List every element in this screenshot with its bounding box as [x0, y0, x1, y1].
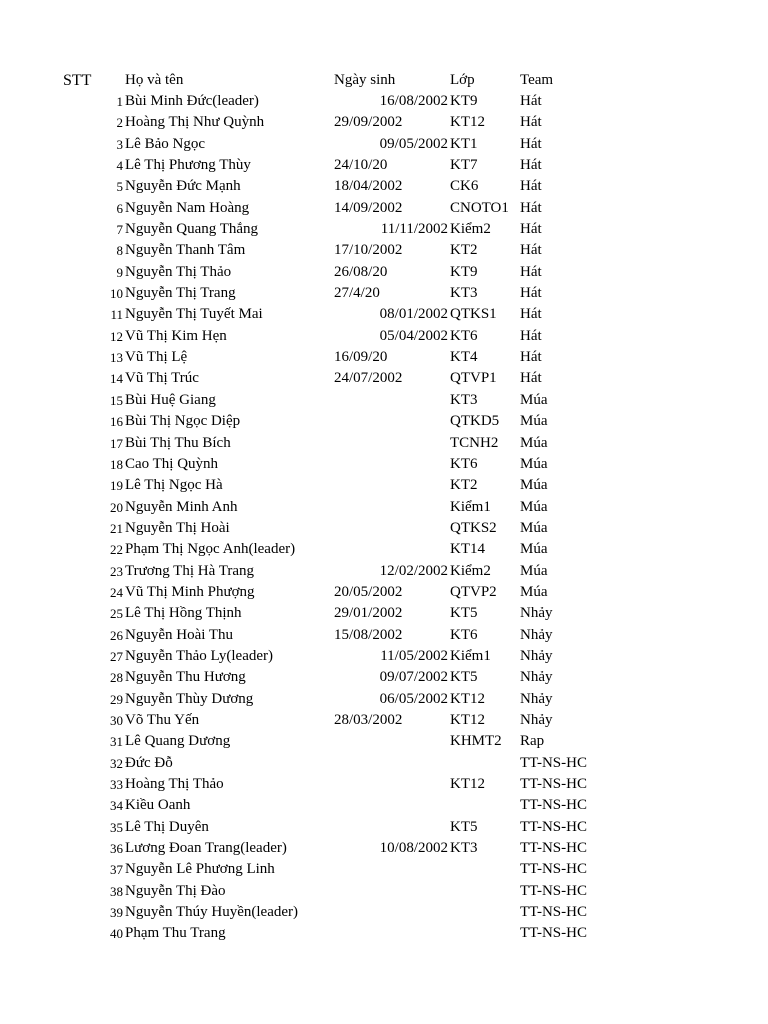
- table-row: [0, 283, 768, 304]
- table-row: [0, 433, 768, 454]
- table-row: [0, 134, 768, 155]
- row-name: Lê Thị Duyên: [125, 818, 209, 835]
- row-class: KT6: [450, 327, 478, 344]
- table-row: [0, 347, 768, 368]
- header-dob: Ngày sinh: [334, 72, 396, 88]
- row-name: Nguyễn Đức Mạnh: [125, 178, 241, 195]
- row-class: KT2: [450, 477, 478, 494]
- row-name: Vũ Thị Trúc: [125, 370, 199, 387]
- row-stt: 10: [110, 286, 123, 302]
- row-dob: [334, 433, 448, 454]
- row-name: Bùi Huệ Giang: [125, 391, 216, 408]
- row-stt: 20: [110, 499, 123, 515]
- table-row: [0, 710, 768, 731]
- row-stt: 12: [110, 328, 123, 344]
- row-dob: [334, 902, 448, 923]
- table-row: [0, 561, 768, 582]
- row-name: Phạm Thu Trang: [125, 925, 226, 942]
- row-stt: 35: [110, 819, 123, 835]
- row-team: Hát: [520, 93, 542, 109]
- table-row: [0, 667, 768, 688]
- header-stt: STT: [63, 72, 92, 89]
- row-dob: 26/08/20: [334, 263, 388, 280]
- row-stt: 15: [110, 392, 123, 408]
- row-class: CK6: [450, 178, 479, 195]
- row-team: TT-NS-HC: [520, 861, 587, 878]
- row-dob: 09/07/2002: [379, 669, 448, 686]
- row-stt: 14: [110, 371, 123, 387]
- row-stt: 21: [110, 520, 123, 536]
- row-name: Nguyễn Quang Thắng: [125, 221, 259, 238]
- row-dob: 29/01/2002: [334, 605, 403, 622]
- row-name: Bùi Minh Đức(leader): [125, 93, 259, 109]
- row-dob: [334, 411, 448, 432]
- row-name: Vũ Thị Kim Hẹn: [125, 327, 227, 344]
- row-dob: [334, 881, 448, 902]
- table-header-row: [0, 70, 768, 91]
- table-row: [0, 817, 768, 838]
- row-stt: 9: [116, 264, 123, 280]
- row-stt: 23: [110, 563, 123, 579]
- row-stt: 32: [110, 755, 123, 771]
- row-dob: 08/01/2002: [379, 306, 448, 323]
- row-team: Nhảy: [520, 626, 553, 643]
- row-stt: 11: [110, 307, 123, 323]
- row-dob: [334, 774, 448, 795]
- row-team: Hát: [520, 221, 542, 238]
- row-stt: 4: [116, 158, 123, 174]
- row-dob: 27/4/20: [334, 285, 380, 302]
- row-team: Nhảy: [520, 647, 553, 664]
- row-dob: [334, 817, 448, 838]
- table-row: [0, 262, 768, 283]
- row-dob: 09/05/2002: [379, 135, 448, 152]
- row-team: Múa: [520, 413, 548, 430]
- row-stt: 16: [110, 414, 123, 430]
- table-row: [0, 689, 768, 710]
- row-name: Lê Bảo Ngọc: [125, 135, 205, 152]
- table-row: [0, 923, 768, 944]
- row-name: Lương Đoan Trang(leader): [125, 840, 287, 857]
- row-dob: 11/11/2002: [380, 221, 448, 238]
- row-dob: 24/07/2002: [334, 370, 403, 387]
- row-stt: 17: [110, 435, 123, 451]
- row-dob: 14/09/2002: [334, 199, 403, 216]
- row-dob: 18/04/2002: [334, 178, 403, 195]
- table-row: [0, 603, 768, 624]
- table-row: [0, 155, 768, 176]
- row-dob: 17/10/2002: [334, 242, 403, 259]
- row-class: KT12: [450, 690, 485, 707]
- row-class: KT12: [450, 776, 485, 792]
- row-team: Hát: [520, 114, 542, 131]
- row-team: Hát: [520, 135, 542, 152]
- row-team: Hát: [520, 242, 542, 259]
- row-team: Múa: [520, 391, 548, 408]
- table-row: [0, 753, 768, 774]
- row-stt: 40: [110, 926, 123, 942]
- row-dob: 16/08/2002: [379, 93, 448, 109]
- table-row: [0, 731, 768, 752]
- row-dob: [334, 475, 448, 496]
- row-stt: 6: [116, 200, 123, 216]
- row-team: Múa: [520, 455, 548, 472]
- row-team: Múa: [520, 434, 548, 451]
- row-class: KT3: [450, 391, 478, 408]
- row-stt: 2: [116, 115, 123, 131]
- row-stt: 5: [116, 179, 123, 195]
- row-team: TT-NS-HC: [520, 882, 587, 899]
- table-row: [0, 497, 768, 518]
- row-dob: 29/09/2002: [334, 114, 403, 131]
- row-class: QTKS1: [450, 306, 497, 323]
- row-dob: 16/09/20: [334, 349, 388, 366]
- row-team: Múa: [520, 498, 548, 515]
- table-row: [0, 368, 768, 389]
- row-dob: 12/02/2002: [379, 562, 448, 579]
- row-team: TT-NS-HC: [520, 925, 587, 942]
- row-dob: 28/03/2002: [334, 711, 403, 728]
- row-class: KT14: [450, 541, 485, 558]
- row-team: Hát: [520, 370, 542, 387]
- header-team: Team: [520, 72, 554, 88]
- row-class: KT9: [450, 93, 478, 109]
- table-row: [0, 326, 768, 347]
- row-stt: 38: [110, 883, 123, 899]
- row-team: Nhảy: [520, 605, 553, 622]
- row-class: Kiểm2: [450, 221, 491, 238]
- row-name: Nguyễn Nam Hoàng: [125, 199, 250, 216]
- table-row: [0, 774, 768, 795]
- table-row: [0, 411, 768, 432]
- row-class: KHMT2: [450, 733, 502, 750]
- row-team: Nhảy: [520, 711, 553, 728]
- row-class: Kiểm1: [450, 647, 491, 664]
- table-row: [0, 518, 768, 539]
- row-class: KT4: [450, 349, 478, 366]
- row-stt: 13: [110, 350, 123, 366]
- row-class: Kiểm2: [450, 562, 491, 579]
- row-team: Hát: [520, 157, 542, 174]
- row-stt: 28: [110, 670, 123, 686]
- row-dob: 06/05/2002: [379, 690, 448, 707]
- row-name: Trương Thị Hà Trang: [125, 562, 255, 579]
- row-class: QTVP2: [450, 583, 497, 600]
- row-name: Nguyễn Minh Anh: [125, 498, 238, 515]
- row-name: Bùi Thị Ngọc Diệp: [125, 413, 241, 430]
- row-name: Võ Thu Yến: [125, 711, 200, 728]
- row-class: KT3: [450, 840, 478, 857]
- row-team: TT-NS-HC: [520, 754, 587, 771]
- row-team: Nhảy: [520, 690, 553, 707]
- table-row: [0, 219, 768, 240]
- row-dob: [334, 795, 448, 816]
- table-row: [0, 390, 768, 411]
- row-team: Hát: [520, 178, 542, 195]
- header-name: Họ và tên: [125, 72, 184, 88]
- row-class: TCNH2: [450, 434, 499, 451]
- row-class: KT6: [450, 455, 478, 472]
- row-stt: 18: [110, 456, 123, 472]
- row-team: TT-NS-HC: [520, 904, 587, 921]
- row-stt: 37: [110, 862, 123, 878]
- table-row: [0, 304, 768, 325]
- table-row: [0, 475, 768, 496]
- row-dob: [334, 390, 448, 411]
- table-row: [0, 838, 768, 859]
- row-team: TT-NS-HC: [520, 776, 587, 792]
- row-team: Rap: [520, 733, 545, 750]
- row-stt: 27: [110, 648, 123, 664]
- table-row: [0, 198, 768, 219]
- table-row: [0, 881, 768, 902]
- row-name: Nguyễn Thanh Tâm: [125, 242, 246, 259]
- row-dob: 15/08/2002: [334, 626, 403, 643]
- row-stt: 8: [116, 243, 123, 259]
- row-team: TT-NS-HC: [520, 818, 587, 835]
- row-stt: 26: [110, 627, 123, 643]
- row-team: Hát: [520, 349, 542, 366]
- row-stt: 36: [110, 841, 123, 857]
- row-name: Nguyễn Thúy Huyền(leader): [125, 904, 298, 921]
- row-dob: [334, 497, 448, 518]
- row-team: Múa: [520, 583, 548, 600]
- row-class: KT3: [450, 285, 478, 302]
- row-class: QTVP1: [450, 370, 497, 387]
- row-name: Nguyễn Hoài Thu: [125, 626, 234, 643]
- row-dob: 05/04/2002: [379, 327, 448, 344]
- row-class: KT9: [450, 263, 478, 280]
- row-name: Lê Quang Dương: [125, 733, 231, 750]
- row-name: Lê Thị Hồng Thịnh: [125, 605, 242, 622]
- row-dob: 20/05/2002: [334, 583, 403, 600]
- row-dob: 11/05/2002: [380, 647, 448, 664]
- table-row: [0, 91, 768, 112]
- row-dob: [334, 753, 448, 774]
- row-team: Hát: [520, 327, 542, 344]
- row-name: Kiều Oanh: [125, 797, 191, 814]
- row-dob: [334, 518, 448, 539]
- row-stt: 34: [110, 798, 123, 814]
- row-name: Nguyễn Thu Hương: [125, 669, 246, 686]
- row-team: Múa: [520, 541, 548, 558]
- row-team: TT-NS-HC: [520, 840, 587, 857]
- row-stt: 29: [110, 691, 123, 707]
- row-name: Đức Đỗ: [125, 754, 173, 771]
- row-team: TT-NS-HC: [520, 797, 587, 814]
- row-class: KT12: [450, 711, 485, 728]
- row-team: Hát: [520, 285, 542, 302]
- table-row: [0, 112, 768, 133]
- row-team: Múa: [520, 519, 548, 536]
- row-team: Múa: [520, 477, 548, 494]
- row-name: Lê Thị Phương Thùy: [125, 157, 251, 174]
- row-class: KT5: [450, 818, 478, 835]
- row-class: KT2: [450, 242, 478, 259]
- table-row: [0, 176, 768, 197]
- row-class: Kiểm1: [450, 498, 491, 515]
- row-class: KT1: [450, 135, 478, 152]
- table-row: [0, 646, 768, 667]
- row-name: Phạm Thị Ngọc Anh(leader): [125, 541, 296, 558]
- row-stt: 33: [110, 777, 123, 792]
- table-row: [0, 859, 768, 880]
- row-name: Nguyễn Thị Trang: [125, 285, 236, 302]
- row-team: Múa: [520, 562, 548, 579]
- row-stt: 31: [110, 734, 123, 750]
- table-row: [0, 625, 768, 646]
- row-dob: 24/10/20: [334, 157, 388, 174]
- row-class: KT7: [450, 157, 478, 174]
- row-dob: [334, 923, 448, 944]
- row-class: KT5: [450, 669, 478, 686]
- row-team: Hát: [520, 199, 542, 216]
- row-name: Nguyễn Thị Tuyết Mai: [125, 306, 263, 323]
- row-dob: [334, 454, 448, 475]
- row-name: Hoàng Thị Thảo: [125, 776, 224, 792]
- table-row: [0, 454, 768, 475]
- row-class: CNOTO1: [450, 199, 509, 216]
- table-row: [0, 795, 768, 816]
- row-name: Nguyễn Thùy Dương: [125, 690, 254, 707]
- row-team: Nhảy: [520, 669, 553, 686]
- row-name: Nguyễn Thị Hoài: [125, 519, 230, 536]
- row-name: Bùi Thị Thu Bích: [125, 434, 231, 451]
- row-dob: [334, 539, 448, 560]
- row-name: Nguyễn Lê Phương Linh: [125, 861, 275, 878]
- row-class: QTKS2: [450, 519, 497, 536]
- row-stt: 39: [110, 905, 123, 921]
- row-name: Nguyễn Thảo Ly(leader): [125, 647, 274, 664]
- table-row: [0, 902, 768, 923]
- row-stt: 3: [116, 136, 123, 152]
- row-name: Nguyễn Thị Đào: [125, 882, 226, 899]
- row-name: Hoàng Thị Như Quỳnh: [125, 114, 265, 131]
- row-team: Hát: [520, 306, 542, 323]
- table-row: [0, 582, 768, 603]
- row-name: Nguyễn Thị Thảo: [125, 263, 232, 280]
- row-stt: 1: [116, 94, 123, 109]
- header-class: Lớp: [450, 72, 475, 88]
- row-dob: 10/08/2002: [379, 840, 448, 857]
- table-body: [0, 91, 768, 945]
- row-team: Hát: [520, 263, 542, 280]
- row-class: KT12: [450, 114, 485, 131]
- row-name: Cao Thị Quỳnh: [125, 455, 219, 472]
- row-stt: 19: [110, 478, 123, 494]
- row-stt: 7: [116, 222, 123, 238]
- row-name: Vũ Thị Minh Phượng: [125, 583, 255, 600]
- row-class: KT6: [450, 626, 478, 643]
- row-stt: 30: [110, 712, 123, 728]
- row-class: QTKD5: [450, 413, 500, 430]
- row-dob: [334, 859, 448, 880]
- table-row: [0, 240, 768, 261]
- row-name: Vũ Thị Lệ: [125, 349, 188, 366]
- row-stt: 25: [110, 606, 123, 622]
- row-stt: 22: [110, 542, 123, 558]
- row-name: Lê Thị Ngọc Hà: [125, 477, 223, 494]
- table-row: [0, 539, 768, 560]
- row-class: KT5: [450, 605, 478, 622]
- row-dob: [334, 731, 448, 752]
- row-stt: 24: [110, 584, 123, 600]
